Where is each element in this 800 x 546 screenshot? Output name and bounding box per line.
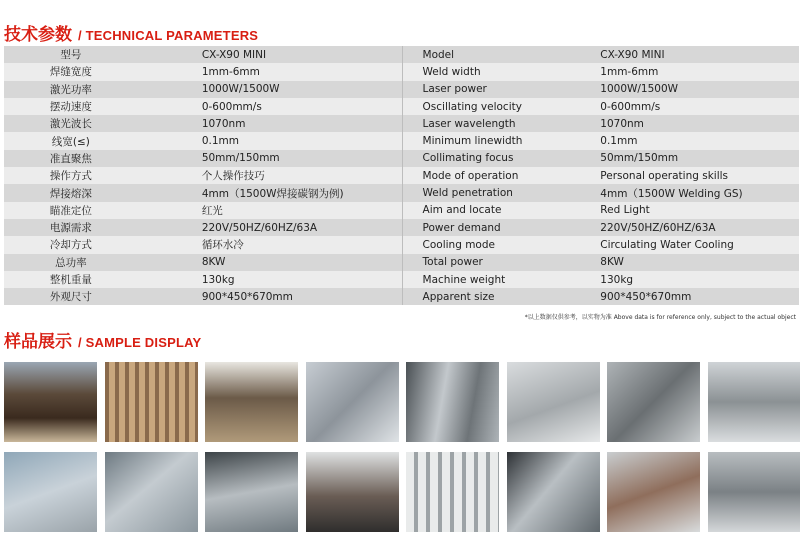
- param-row: [4, 98, 799, 115]
- sample-photo-angle: [607, 452, 700, 532]
- param-label-cn: 焊缝宽度: [49, 66, 92, 79]
- param-value-en: 900*450*670mm: [600, 290, 692, 303]
- param-label-en: Minimum linewidth: [422, 135, 523, 148]
- param-label-cn: 准直聚焦: [49, 152, 92, 165]
- sample-photo-grille: [105, 362, 198, 442]
- param-label-cn: 总功率: [55, 256, 87, 269]
- tech-params-header: [4, 20, 258, 45]
- param-label-en: Apparent size: [422, 290, 495, 303]
- params-table: [4, 46, 799, 305]
- sample-photo-plate: [4, 452, 97, 532]
- param-label-cn: 型号: [60, 49, 82, 62]
- sample-photo-profiles: [708, 362, 800, 442]
- param-label-en: Machine weight: [422, 273, 506, 286]
- param-row: [4, 288, 799, 305]
- param-label-cn: 冷却方式: [49, 239, 92, 252]
- param-value-en: 50mm/150mm: [600, 152, 679, 165]
- param-value-cn: 4mm（1500W焊接碳钢为例): [201, 187, 344, 200]
- param-label-en: Aim and locate: [422, 204, 502, 217]
- param-value-cn: 1000W/1500W: [201, 83, 280, 96]
- param-label-cn: 摆动速度: [49, 101, 92, 114]
- param-row: [4, 254, 799, 271]
- param-value-cn: 红光: [201, 204, 223, 217]
- param-label-cn: 激光功率: [49, 83, 92, 96]
- param-row: [4, 46, 799, 63]
- sample-display-header: [4, 327, 201, 352]
- param-value-en: 0-600mm/s: [600, 100, 661, 113]
- param-value-cn: 1070nm: [201, 117, 246, 130]
- param-value-en: 8KW: [600, 256, 624, 269]
- param-value-en: 0.1mm: [600, 135, 638, 148]
- reference-note: *以上数据仅供参考，以实物为准 Above data is for reference only, subject to the actual object: [524, 314, 796, 321]
- param-row: [4, 184, 799, 201]
- param-value-en: 1070nm: [600, 117, 644, 130]
- param-value-cn: 循环水冷: [201, 239, 244, 252]
- param-label-cn: 焊接熔深: [49, 187, 92, 200]
- param-label-cn: 电源需求: [49, 222, 92, 235]
- param-value-en: Circulating Water Cooling: [600, 238, 734, 251]
- param-value-cn: CX-X90 MINI: [201, 48, 267, 61]
- param-label-cn: 外观尺寸: [49, 291, 92, 304]
- param-value-cn: 8KW: [201, 256, 226, 269]
- param-label-cn: 操作方式: [49, 170, 92, 183]
- param-row: [4, 63, 799, 80]
- sample-photo-seam: [507, 362, 600, 442]
- tech-params-title-cn: 技术参数: [4, 25, 72, 45]
- param-label-en: Weld width: [422, 65, 481, 78]
- param-value-cn: 900*450*670mm: [201, 290, 293, 303]
- param-label-en: Power demand: [422, 221, 501, 234]
- param-row: [4, 271, 799, 288]
- param-row: [4, 219, 799, 236]
- param-value-cn: 0.1mm: [201, 135, 239, 148]
- param-row: [4, 202, 799, 219]
- param-value-cn: 50mm/150mm: [201, 152, 280, 165]
- param-row: [4, 81, 799, 98]
- param-value-en: 220V/50HZ/60HZ/63A: [600, 221, 716, 234]
- sample-gallery: [4, 362, 799, 542]
- param-label-cn: 线宽(≤): [51, 135, 90, 148]
- param-value-cn: 220V/50HZ/60HZ/63A: [201, 221, 318, 234]
- param-label-en: Laser wavelength: [422, 117, 516, 130]
- sample-photo-corner: [607, 362, 700, 442]
- param-label-cn: 整机重量: [49, 274, 92, 286]
- param-row: [4, 167, 799, 184]
- param-value-en: 1000W/1500W: [600, 83, 679, 96]
- param-value-en: 1mm-6mm: [600, 65, 659, 78]
- param-label-en: Oscillating velocity: [422, 100, 522, 113]
- param-value-en: 130kg: [600, 273, 634, 286]
- param-row: [4, 115, 799, 132]
- param-label-en: Model: [422, 48, 455, 61]
- param-label-en: Collimating focus: [422, 152, 514, 165]
- param-label-en: Weld penetration: [422, 187, 513, 200]
- param-label-cn: 激光波长: [49, 118, 92, 131]
- param-value-cn: 个人操作技巧: [201, 170, 265, 183]
- sample-photo-bracket: [306, 362, 399, 442]
- sample-photo-hinge: [205, 452, 298, 532]
- param-value-en: CX-X90 MINI: [600, 48, 665, 61]
- param-value-cn: 1mm-6mm: [201, 65, 260, 78]
- sample-photo-pipes: [507, 452, 600, 532]
- sample-photo-frame: [406, 452, 499, 532]
- sample-display-title-en: / SAMPLE DISPLAY: [78, 335, 202, 350]
- param-row: [4, 150, 799, 167]
- param-label-en: Mode of operation: [422, 169, 519, 182]
- sample-photo-panel: [306, 452, 399, 532]
- param-label-cn: 瞄准定位: [49, 204, 92, 217]
- param-row: [4, 132, 799, 149]
- sample-display-title-cn: 样品展示: [4, 332, 72, 352]
- param-row: [4, 236, 799, 253]
- param-label-en: Laser power: [422, 83, 487, 96]
- param-value-en: Personal operating skills: [600, 169, 729, 182]
- sample-photo-channel: [406, 362, 499, 442]
- param-value-en: 4mm（1500W Welding GS): [600, 187, 743, 200]
- param-value-en: Red Light: [600, 204, 650, 217]
- param-value-cn: 0-600mm/s: [201, 100, 262, 113]
- sample-photo-gate: [4, 362, 97, 442]
- param-label-en: Cooling mode: [422, 238, 495, 251]
- sample-photo-railing: [205, 362, 298, 442]
- sample-photo-joint: [708, 452, 800, 532]
- param-label-en: Total power: [422, 256, 483, 269]
- param-value-cn: 130kg: [201, 273, 235, 286]
- tech-params-title-en: / TECHNICAL PARAMETERS: [78, 28, 259, 43]
- sample-photo-tubes: [105, 452, 198, 532]
